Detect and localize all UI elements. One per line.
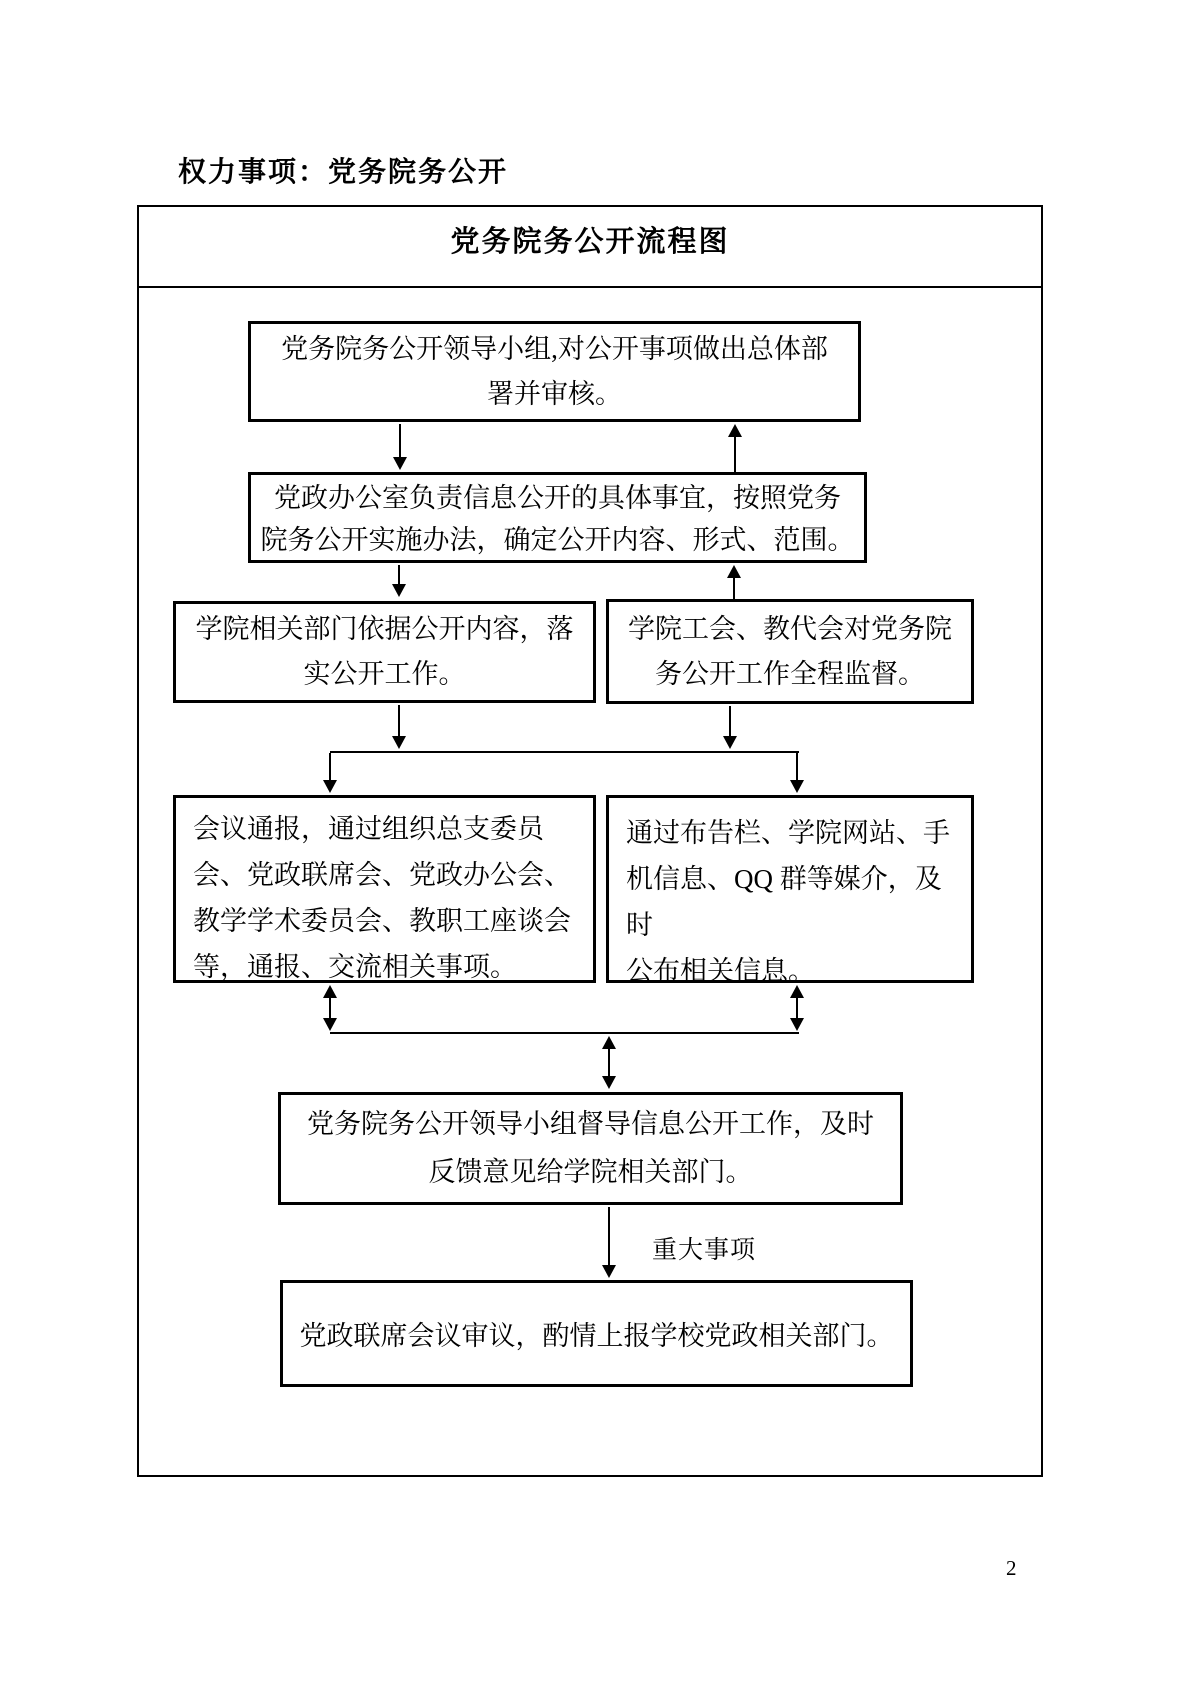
bidir-arrow-meetings-line <box>329 997 331 1020</box>
node-supervision-feedback-line-2: 反馈意见给学院相关部门。 <box>428 1157 753 1187</box>
node-meeting-channels-line-3: 教学学术委员会、教职工座谈会 <box>193 906 571 936</box>
connector-bottom-line <box>330 1032 799 1034</box>
arrow-connector-to-media-line <box>796 753 798 781</box>
arrow-union-to-connector-head-icon <box>723 736 737 749</box>
arrow-office-to-departments-head-icon <box>392 584 406 597</box>
flowchart-title: 党务院务公开流程图 <box>450 226 730 258</box>
node-leadership-group-line-2: 署并审核。 <box>487 379 622 409</box>
node-meeting-channels <box>173 795 596 983</box>
flowchart-title-divider <box>139 286 1041 288</box>
arrow-connector-to-meetings-head-icon <box>323 780 337 793</box>
node-union-supervision-line-2: 务公开工作全程监督。 <box>655 659 925 689</box>
node-joint-meeting-review <box>280 1280 913 1387</box>
node-supervision-feedback <box>278 1092 903 1205</box>
node-meeting-channels-line-4: 等，通报、交流相关事项。 <box>193 952 517 982</box>
arrow-departments-to-connector-line <box>398 705 400 738</box>
node-joint-meeting-review-line-1: 党政联席会议审议，酌情上报学校党政相关部门。 <box>299 1321 894 1351</box>
arrow-union-to-office-line <box>733 577 735 599</box>
node-office-line-1: 党政办公室负责信息公开的具体事宜，按照党务 <box>274 483 841 513</box>
node-media-channels <box>606 795 974 986</box>
arrow-supervision-to-joint-meeting-line <box>608 1207 610 1266</box>
arrow-leadership-to-office-head-icon <box>393 457 407 470</box>
node-leadership-group-line-1: 党务院务公开领导小组,对公开事项做出总体部 <box>281 334 828 364</box>
node-meeting-channels-line-1: 会议通报，通过组织总支委员 <box>193 814 544 844</box>
node-leadership-group <box>248 321 861 422</box>
arrow-supervision-to-joint-meeting-head-icon <box>602 1265 616 1278</box>
edge-label-major-issue: 重大事项 <box>652 1237 757 1264</box>
node-meeting-channels-line-2: 会、党政联席会、党政办公会、 <box>193 860 571 890</box>
page-title: 权力事项：党务院务公开 <box>178 157 509 188</box>
bidir-arrow-media-bottom-head-icon <box>790 1018 804 1031</box>
node-office <box>248 472 867 563</box>
arrow-departments-to-connector-head-icon <box>392 736 406 749</box>
bidir-arrow-supervision-bottom-head-icon <box>602 1076 616 1089</box>
node-media-channels-line-1: 通过布告栏、学院网站、手 <box>626 818 950 848</box>
page-number: 2 <box>1006 1556 1017 1580</box>
node-office-line-2: 院务公开实施办法，确定公开内容、形式、范围。 <box>260 525 855 555</box>
node-supervision-feedback-line-1: 党务院务公开领导小组督导信息公开工作，及时 <box>307 1109 874 1139</box>
node-union-supervision <box>606 599 974 704</box>
bidir-arrow-media-line <box>796 997 798 1020</box>
bidir-arrow-supervision-line <box>608 1048 610 1077</box>
arrow-union-to-connector-line <box>729 706 731 738</box>
node-departments-line-2: 实公开工作。 <box>303 659 466 689</box>
node-media-channels-line-3: 公布相关信息。 <box>626 956 815 986</box>
connector-top-line <box>330 751 799 753</box>
bidir-arrow-meetings-bottom-head-icon <box>323 1018 337 1031</box>
arrow-connector-to-media-head-icon <box>790 780 804 793</box>
node-departments-line-1: 学院相关部门依据公开内容，落 <box>195 614 574 644</box>
arrow-office-to-leadership-line <box>734 436 736 472</box>
node-departments <box>173 601 596 703</box>
arrow-leadership-to-office-line <box>399 424 401 459</box>
arrow-office-to-departments-line <box>398 565 400 586</box>
node-media-channels-line-2: 机信息、QQ 群等媒介，及时 <box>626 864 942 940</box>
node-union-supervision-line-1: 学院工会、教代会对党务院 <box>628 614 952 644</box>
arrow-connector-to-meetings-line <box>329 753 331 781</box>
